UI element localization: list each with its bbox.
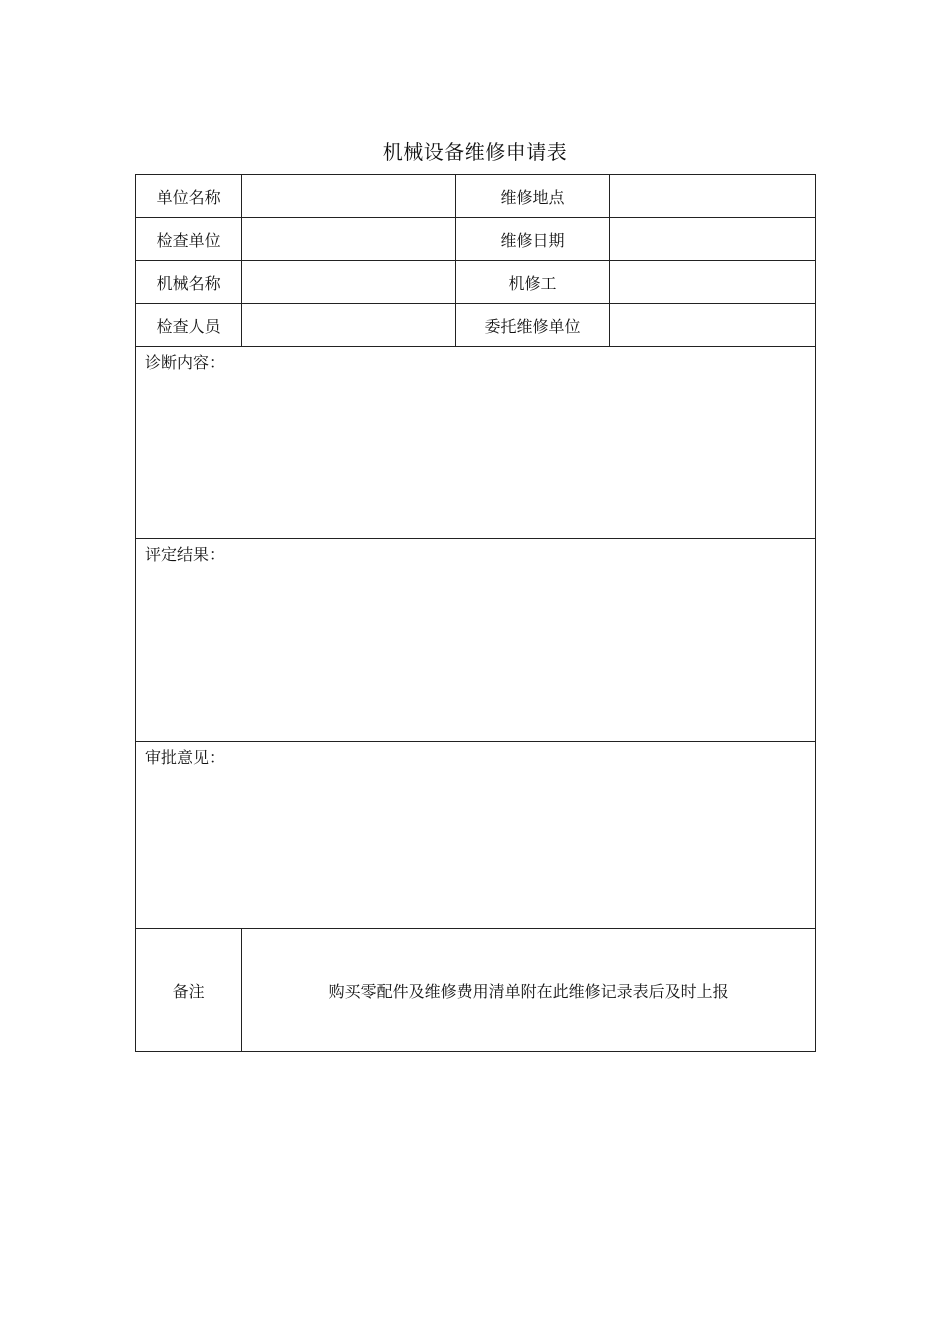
remarks-label: 备注 xyxy=(136,929,242,1052)
evaluation-section xyxy=(136,539,816,742)
inspector-field[interactable] xyxy=(242,304,456,347)
repair-date-field[interactable] xyxy=(609,218,815,261)
contracted-repair-unit-label: 委托维修单位 xyxy=(456,304,609,347)
form-row xyxy=(136,175,816,218)
repair-date-label: 维修日期 xyxy=(456,218,609,261)
approval-section xyxy=(136,742,816,929)
approval-field[interactable] xyxy=(136,742,816,929)
mechanic-label: 机修工 xyxy=(456,261,609,304)
repair-request-form xyxy=(135,174,816,1052)
diagnosis-section xyxy=(136,347,816,539)
diagnosis-field[interactable] xyxy=(136,347,816,539)
remarks-text: 购买零配件及维修费用清单附在此维修记录表后及时上报 xyxy=(242,929,816,1052)
form-row xyxy=(136,304,816,347)
machine-name-label: 机械名称 xyxy=(136,261,242,304)
evaluation-label: 评定结果： xyxy=(145,545,226,564)
evaluation-field[interactable] xyxy=(136,539,816,742)
inspection-unit-field[interactable] xyxy=(242,218,456,261)
inspector-label: 检查人员 xyxy=(136,304,242,347)
contracted-repair-unit-field[interactable] xyxy=(609,304,815,347)
approval-label: 审批意见： xyxy=(145,748,226,767)
form-title: 机械设备维修申请表 xyxy=(382,140,568,164)
repair-location-label: 维修地点 xyxy=(456,175,609,218)
form-row xyxy=(136,218,816,261)
repair-location-field[interactable] xyxy=(609,175,815,218)
inspection-unit-label: 检查单位 xyxy=(136,218,242,261)
diagnosis-label: 诊断内容： xyxy=(145,353,226,372)
machine-name-field[interactable] xyxy=(242,261,456,304)
unit-name-label: 单位名称 xyxy=(136,175,242,218)
form-row xyxy=(136,261,816,304)
mechanic-field[interactable] xyxy=(609,261,815,304)
unit-name-field[interactable] xyxy=(242,175,456,218)
remarks-row xyxy=(136,929,816,1052)
